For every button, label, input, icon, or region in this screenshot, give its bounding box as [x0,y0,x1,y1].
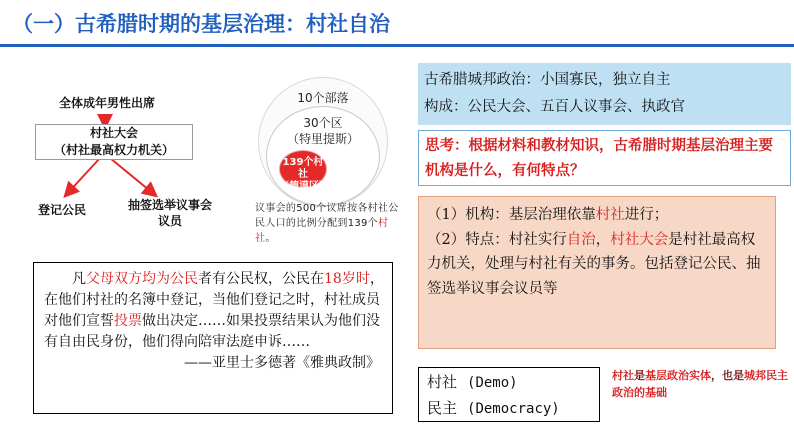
quote-source: ——亚里士多德著《雅典政制》 [184,355,380,371]
diagram-all-adult-men: 全体成年男性出席 [58,96,155,110]
title-underline [0,44,794,47]
circle-tribes-label: 10个部落 [297,91,349,105]
arrow-assembly-to-register [66,158,100,195]
circle-districts-label: 30个区 （特里提斯） [286,116,359,146]
circle-villages-label: 139个村社 （德谟区） [279,157,329,192]
term-democracy: 民主 (Democracy) [427,399,560,417]
term-demo: 村社 (Demo) [427,373,518,391]
answer-panel [418,196,776,349]
council-seat-note: 议事会的500个议席按各村社公民人口的比例分配到139个村社。 [255,203,399,244]
diagram-assembly-title: 村社大会 [89,126,138,140]
polis-summary-panel: 古希腊城邦政治：小国寡民，独立自主 构成：公民大会、五百人议事会、执政官 [418,63,791,125]
thinking-question: 思考：根据材料和教材知识，古希腊时期基层治理主要机构是什么，有何特点？ [418,130,791,186]
aristotle-quote: 凡父母双方均为公民者有公民权，公民在18岁时，在他们村社的名簿中登记，当他们登记之时，村社成员对他们宣誓投票做出决定……如果投票结果认为他们没有自由民身份，他们得向陪审法庭申诉…… ——亚里士多德著《雅典政制》 [33,262,393,414]
arrow-assembly-to-lottery [110,158,155,195]
demo-terms-box [418,367,600,422]
diagram-assembly-subtitle: （村社最高权力机关） [53,143,174,157]
answer-features: （2）特点：村社实行自治，村社大会是村社最高权力机关，处理与村社有关的事务。包括登记公民、抽签选举议事会议员等 [427,231,761,297]
diagram-village-assembly [35,124,193,160]
village-basis-note: 村社是基层政治实体，也是城邦民主政治的基础 [612,369,788,399]
page-title: （一）古希腊时期的基层治理：村社自治 [12,12,390,36]
diagram-lottery-council: 抽签选举议事会 议员 [127,198,212,228]
diagram-register-citizens: 登记公民 [37,203,86,217]
answer-institution: （1）机构：基层治理依靠村社进行； [427,207,669,223]
